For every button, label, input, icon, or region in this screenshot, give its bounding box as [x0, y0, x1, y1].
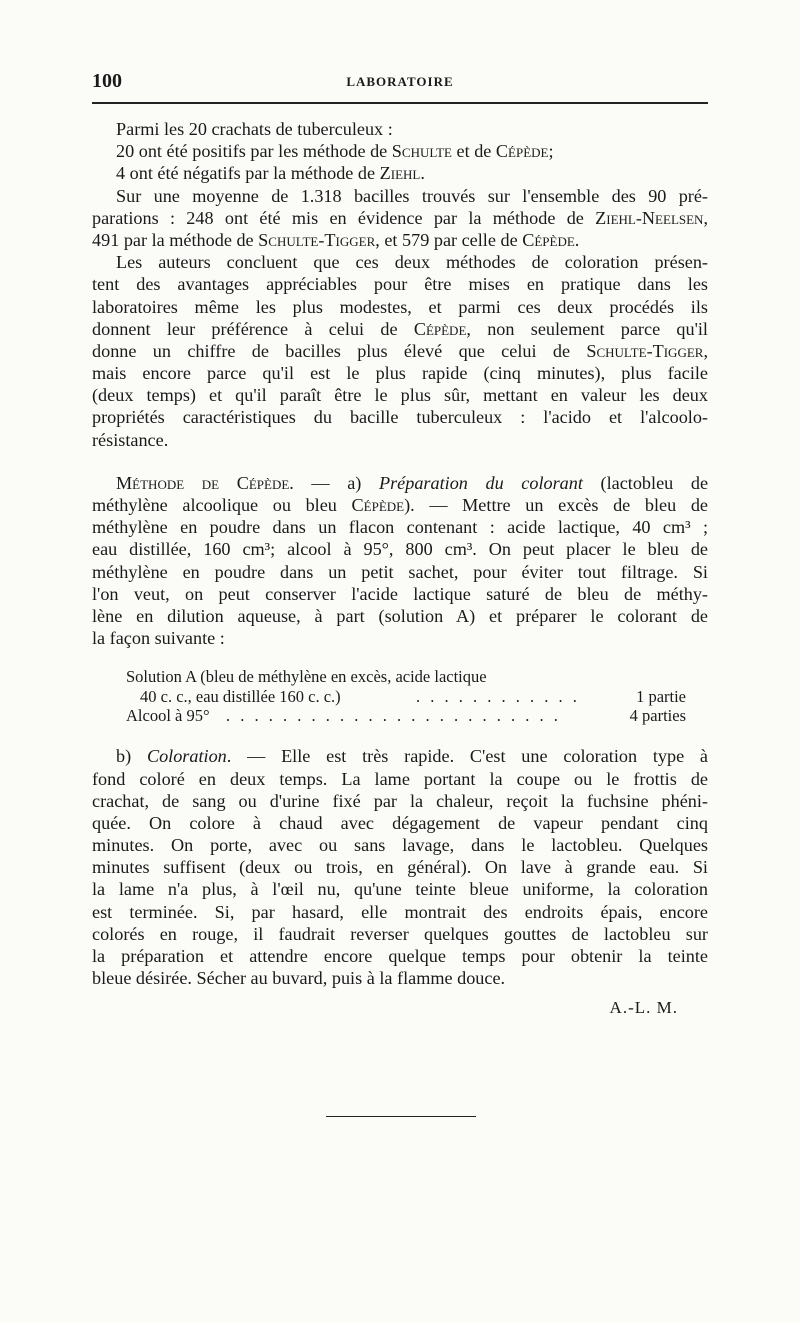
text-line: 491 par la méthode de Schulte-Tigger, et 579 par celle de Cépède. [92, 229, 580, 250]
page-header [92, 70, 708, 98]
end-rule [326, 1116, 476, 1117]
text-line: la lame n'a plus, à l'œil nu, qu'une teinte bleue uniforme, la coloration [92, 879, 708, 900]
text-line: la façon suivante : [92, 628, 225, 649]
paragraph-method [92, 472, 709, 650]
recipe-row: Alcool à 95° . . . . . . . . . . . . . . . . . . . . . . . . 4 parties [126, 706, 686, 726]
text-line: laboratoires même les plus modestes, et parmi ces deux procédés ils [92, 296, 708, 317]
text-line: fond coloré en deux temps. La lame portant la coupe ou le frottis de [92, 768, 708, 789]
page-number: 100 [92, 70, 122, 92]
text-line: Les auteurs concluent que ces deux méthodes de coloration présen- [116, 252, 708, 273]
text-line: la préparation et attendre encore quelque temps pour obtenir la teinte [92, 946, 708, 966]
text-line: 4 ont été négatifs par la méthode de Ziehl. [116, 163, 425, 184]
recipe-quantity: 4 parties [629, 706, 686, 726]
section-gap [116, 451, 708, 472]
recipe-quantity: 1 partie [636, 686, 686, 706]
text-line: Parmi les 20 crachats de tuberculeux : [116, 119, 393, 139]
text-line: propriétés caractéristiques du bacille tuberculeux : l'acido et l'alcoolo- [92, 407, 708, 428]
text-line: minutes. On porte, avec ou sans lavage, dans le lactobleu. Quelques [92, 835, 708, 856]
text-line: méthylène alcoolique ou bleu Cépède). — Mettre un excès de bleu de [92, 495, 708, 515]
text-line: 20 ont été positifs par les méthode de Schulte et de Cépède; [116, 141, 554, 162]
paragraph-results [116, 118, 708, 185]
paragraph-bacilli-counts [92, 185, 708, 252]
text-line: parations : 248 ont été mis en évidence par la méthode de Ziehl-Neelsen, [92, 207, 708, 228]
text-line: Méthode de Cépède. — a) Préparation du colorant (lactobleu de [116, 472, 709, 493]
text-line: résistance. [92, 429, 169, 450]
text-line: Sur une moyenne de 1.318 bacilles trouvés sur l'ensemble des 90 pré- [116, 185, 708, 206]
running-title: LABORATOIRE [346, 74, 454, 89]
text-line: méthylène en poudre dans un petit sachet, pour éviter tout filtrage. Si [92, 561, 708, 582]
text-line: colorés en rouge, il faudrait reverser quelques gouttes de lactobleu sur [92, 923, 708, 944]
author-signature: A.-L. M. [609, 998, 678, 1018]
recipe-row: Solution A (bleu de méthylène en excès, acide lactique [126, 667, 487, 687]
text-line: l'on veut, on peut conserver l'acide lactique saturé de bleu de méthy- [92, 583, 708, 604]
text-line: donnent leur préférence à celui de Cépède, non seulement parce qu'il [92, 318, 708, 339]
recipe-table [126, 667, 686, 729]
text-line: crachat, de sang ou d'urine fixé par la chaleur, reçoit la fuchsine phéni- [92, 790, 708, 811]
paragraph-conclusion [92, 251, 708, 451]
section-heading: Méthode de Cépède [116, 472, 290, 493]
header-rule [92, 102, 708, 104]
text-line: méthylène en poudre dans un flacon contenant : acide lactique, 40 cm³ ; [92, 517, 708, 538]
text-line: eau distillée, 160 cm³; alcool à 95°, 800 cm³. On peut placer le bleu de [92, 539, 708, 560]
paragraph-coloration [92, 745, 709, 989]
text-line: b) Coloration. — Elle est très rapide. C'est une coloration type à [116, 746, 709, 767]
recipe-row: 40 c. c., eau distillée 160 c. c.) . . . . . . . . . . . . 1 partie [140, 686, 686, 706]
text-line: tent des avantages appréciables pour être mises en pratique dans les [92, 274, 708, 295]
text-line: bleue désirée. Sécher au buvard, puis à la flamme douce. [92, 968, 506, 989]
page-body [92, 118, 709, 1020]
text-line: donne un chiffre de bacilles plus élevé que celui de Schulte-Tigger, [92, 340, 708, 361]
text-line: mais encore parce qu'il est le plus rapide (cinq minutes), plus facile [92, 363, 708, 384]
text-line: lène en dilution aqueuse, à part (solution A) et préparer le colorant de [92, 605, 708, 626]
text-line: minutes suffisent (deux ou trois, en général). On lave à grande eau. Si [92, 857, 708, 878]
text-line: (deux temps) et qu'il paraît être le plus sûr, mettant en valeur les deux [92, 385, 708, 406]
text-line: quée. On colore à chaud avec dégagement de vapeur pendant cinq [92, 812, 708, 833]
text-line: est terminée. Si, par hasard, elle montrait des endroits épais, encore [92, 901, 708, 922]
